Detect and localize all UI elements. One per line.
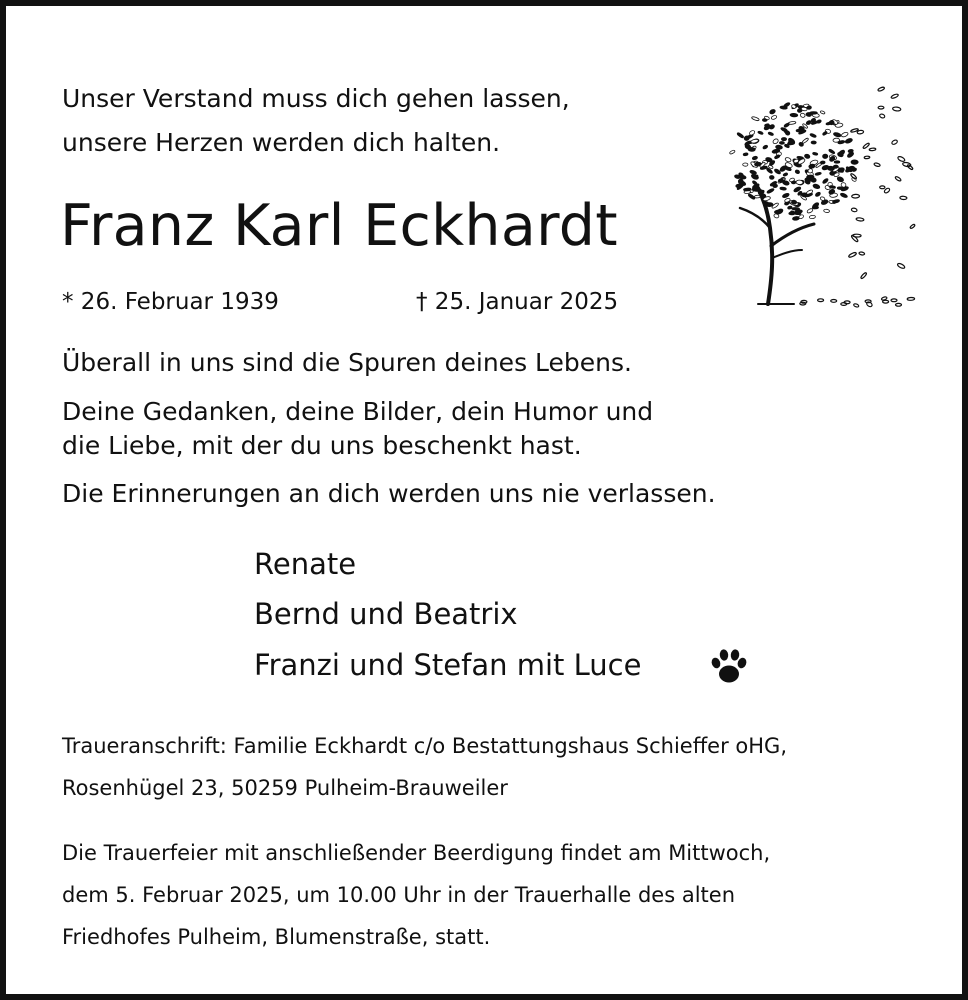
tree-leaf [766, 188, 774, 194]
tree-leaf [774, 154, 780, 159]
tree-leaf [729, 150, 735, 155]
blown-leaf [850, 173, 857, 180]
tree-leaf [768, 132, 774, 136]
tree-leaf [812, 183, 820, 189]
text-line-3: die Liebe, mit der du uns beschenkt hast. [62, 431, 582, 460]
blown-leaf [864, 156, 870, 159]
tree-leaf [794, 212, 801, 215]
tree-leaf [823, 209, 829, 213]
text-line-2: Deine Gedanken, deine Bilder, dein Humor und [62, 397, 654, 426]
blown-leaf [878, 86, 885, 91]
blown-leaf [910, 224, 916, 229]
tree-leaf [772, 138, 779, 145]
blown-leaf [907, 297, 915, 300]
ground-leaf [831, 300, 837, 303]
mourner-2: Bernd und Beatrix [254, 597, 518, 631]
tree-leaf [785, 157, 792, 163]
tree-leaf [783, 102, 790, 108]
tree-leaf [796, 180, 803, 185]
ceremony-line-3: Friedhofes Pulheim, Blumenstraße, statt. [62, 925, 491, 949]
tree-leaf [808, 164, 815, 169]
tree-leaf [838, 149, 846, 157]
tree-leaf [783, 172, 788, 176]
tree-leaf [811, 141, 816, 144]
text-line-1: Überall in uns sind die Spuren deines Lebens. [62, 348, 632, 377]
tree-leaf [754, 195, 760, 198]
blown-leaf [866, 301, 873, 308]
tree-leaf [810, 177, 816, 182]
blown-leaf [902, 162, 911, 167]
tree-leaf [743, 153, 748, 156]
tree-leaf [834, 161, 840, 163]
tree-leaf [795, 169, 800, 174]
tree-leaf [829, 120, 834, 125]
tree-leaf [784, 130, 790, 135]
tree-leaf [851, 160, 858, 165]
tree-leaf [815, 191, 821, 197]
tree-leaf [743, 163, 748, 166]
blown-leaf [879, 113, 885, 118]
ground-leaf [891, 299, 897, 302]
ground-leaf [818, 299, 824, 302]
verse-line-2: unsere Herzen werden dich halten. [62, 128, 501, 157]
tree-leaf [804, 154, 810, 159]
blown-leaf [892, 107, 901, 112]
tree-leaf [762, 145, 768, 150]
tree-leaf [802, 137, 809, 143]
paw-print-icon [709, 647, 749, 687]
tree-leaf [769, 175, 774, 179]
tree-leaf [816, 119, 821, 124]
windblown-tree-icon [722, 78, 920, 314]
tree-leaf [769, 109, 776, 115]
blown-leaf [891, 139, 898, 145]
death-date: † 25. Januar 2025 [416, 289, 619, 315]
blown-leaf [878, 106, 884, 109]
tree-leaf [840, 192, 848, 198]
mourner-3: Franzi und Stefan mit Luce [254, 648, 642, 682]
tree-leaf [790, 113, 798, 117]
tree-leaf [809, 215, 815, 219]
tree-leaf [758, 131, 764, 135]
tree-leaf [754, 162, 761, 166]
blown-leaf [907, 164, 913, 170]
blown-leaf [852, 194, 860, 198]
tree-leaf [779, 141, 784, 144]
tree-leaf [743, 188, 751, 191]
tree-leaf [792, 207, 800, 210]
tree-leaf [751, 116, 759, 121]
birth-date: * 26. Februar 1939 [62, 289, 279, 315]
tree-leaf [737, 132, 745, 139]
blown-leaf [897, 263, 906, 270]
blown-leaf [848, 252, 857, 258]
blown-leaf [869, 148, 876, 151]
tree-leaf [822, 154, 827, 159]
tree-leaf [820, 110, 825, 114]
tree-leaf [800, 113, 806, 119]
tree-leaf [781, 138, 786, 141]
deceased-name: Franz Karl Eckhardt [60, 193, 618, 259]
blown-leaf [856, 217, 864, 221]
blown-leaf [874, 162, 881, 167]
blown-leaf [891, 93, 899, 99]
tree-leaf [833, 132, 841, 138]
tree-leaf [810, 133, 817, 138]
tree-leaf [778, 179, 784, 183]
blown-leaf [857, 130, 864, 134]
tree-leaf [791, 200, 797, 205]
tree-leaf [751, 173, 760, 180]
blown-leaf [859, 252, 865, 256]
tree-leaf [752, 156, 758, 161]
tree-leaf [801, 107, 807, 111]
blown-leaf [895, 176, 902, 182]
ground-leaf [883, 300, 889, 303]
tree-leaf [820, 161, 825, 164]
tree-leaf [815, 172, 822, 176]
ground-leaf [896, 303, 902, 306]
tree-leaf [833, 165, 839, 169]
tree-leaf [784, 123, 790, 128]
tree-leaf [822, 131, 827, 136]
blown-leaf [880, 186, 885, 189]
tree-leaf [775, 145, 782, 150]
tree-leaf [752, 187, 760, 191]
address-line-1: Traueranschrift: Familie Eckhardt c/o Bestattungshaus Schieffer oHG, [62, 734, 787, 758]
tree-leaf [828, 149, 835, 155]
tree-leaf [782, 193, 790, 199]
blown-leaf [897, 156, 905, 163]
tree-leaf [845, 138, 853, 144]
tree-leaf [832, 199, 840, 204]
tree-leaf [841, 131, 849, 137]
tree-leaf [822, 178, 829, 184]
tree-leaf [812, 152, 818, 156]
tree-leaf [771, 115, 777, 120]
tree-leaf [809, 112, 817, 115]
mourner-1: Renate [254, 547, 357, 581]
blown-leaf [851, 235, 859, 243]
tree-leaf [847, 151, 855, 158]
verse-line-1: Unser Verstand muss dich gehen lassen, [62, 84, 570, 113]
blown-leaf [900, 196, 907, 200]
ceremony-line-2: dem 5. Februar 2025, um 10.00 Uhr in der Trauerhalle des alten [62, 883, 736, 907]
address-line-2: Rosenhügel 23, 50259 Pulheim-Brauweiler [62, 776, 508, 800]
tree-leaf [836, 176, 844, 183]
tree-leaf [748, 147, 755, 151]
blown-leaf [853, 303, 859, 307]
tree-leaf [775, 208, 784, 215]
blown-leaf [863, 142, 870, 149]
text-line-4: Die Erinnerungen an dich werden uns nie verlassen. [62, 479, 716, 508]
ceremony-line-1: Die Trauerfeier mit anschließender Beerdigung findet am Mittwoch, [62, 841, 771, 865]
tree-leaf [820, 196, 826, 201]
tree-leaf [780, 187, 787, 191]
blown-leaf [860, 272, 867, 279]
tree-leaf [806, 120, 812, 125]
blown-leaf [851, 208, 857, 212]
